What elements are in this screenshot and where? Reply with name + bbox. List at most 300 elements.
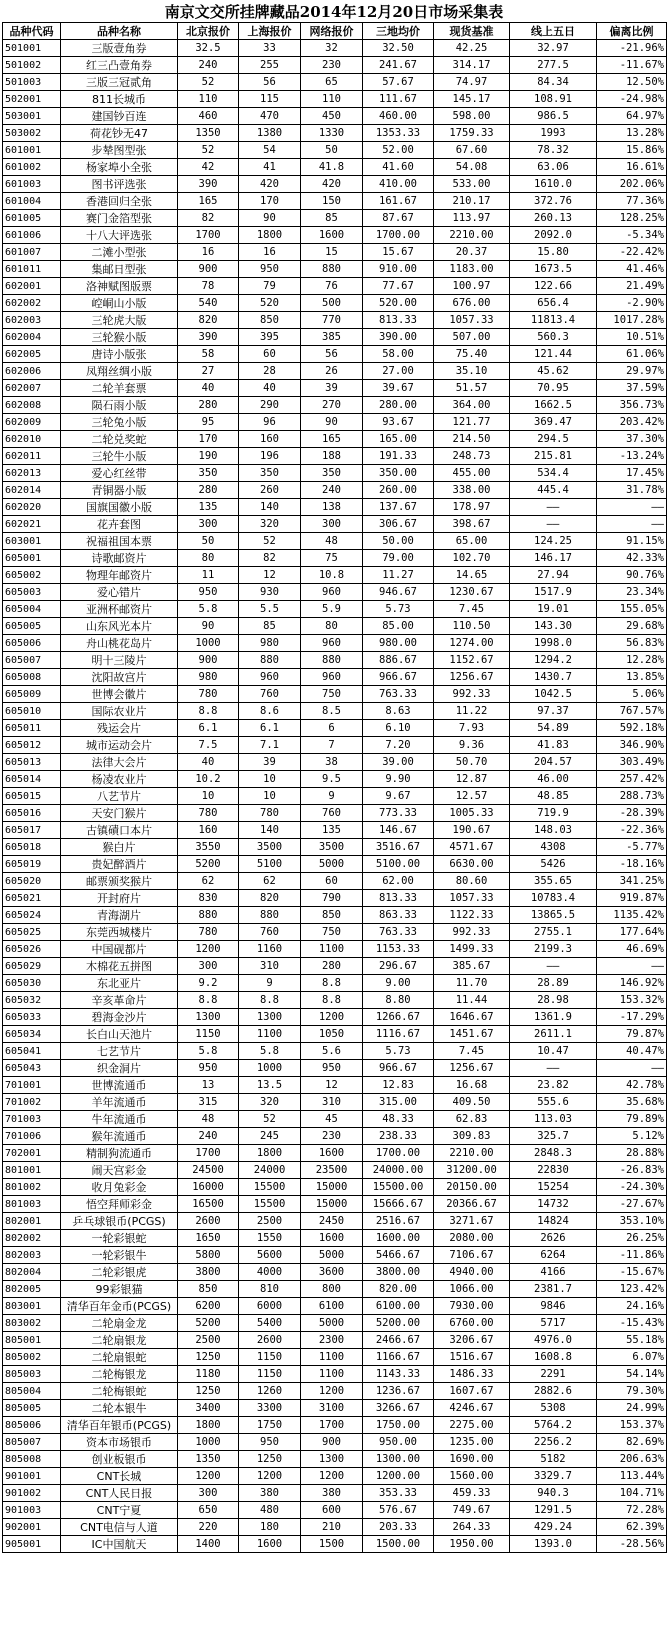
- cell-average-price: 353.33: [363, 1485, 434, 1502]
- cell-name: 99彩银猫: [61, 1281, 178, 1298]
- cell-beijing-price: 5.8: [178, 1043, 239, 1060]
- cell-online-price: 420: [301, 176, 363, 193]
- cell-online-price: 5.9: [301, 601, 363, 618]
- cell-shanghai-price: 56: [239, 74, 301, 91]
- cell-code: 605041: [3, 1043, 61, 1060]
- cell-beijing-price: 170: [178, 431, 239, 448]
- cell-average-price: 460.00: [363, 108, 434, 125]
- cell-code: 602004: [3, 329, 61, 346]
- cell-average-price: 1200.00: [363, 1468, 434, 1485]
- cell-name: 法律大会片: [61, 754, 178, 771]
- cell-code: 605004: [3, 601, 61, 618]
- cell-shanghai-price: 5.5: [239, 601, 301, 618]
- cell-code: 601005: [3, 210, 61, 227]
- cell-spot-benchmark: 1066.00: [434, 1281, 510, 1298]
- cell-online-five-day: 124.25: [510, 533, 597, 550]
- cell-name: 二轮扇金龙: [61, 1315, 178, 1332]
- cell-deviation: -15.67%: [597, 1264, 667, 1281]
- table-row: [3, 618, 667, 635]
- table-row: [3, 1077, 667, 1094]
- cell-spot-benchmark: 7106.67: [434, 1247, 510, 1264]
- cell-code: 601011: [3, 261, 61, 278]
- table-row: [3, 1043, 667, 1060]
- cell-beijing-price: 3800: [178, 1264, 239, 1281]
- cell-average-price: 410.00: [363, 176, 434, 193]
- cell-name: 国旗国徽小版: [61, 499, 178, 516]
- cell-name: 闹天宫彩金: [61, 1162, 178, 1179]
- table-row: [3, 686, 667, 703]
- cell-code: 601003: [3, 176, 61, 193]
- cell-online-five-day: 41.83: [510, 737, 597, 754]
- cell-shanghai-price: 160: [239, 431, 301, 448]
- cell-beijing-price: 3400: [178, 1400, 239, 1417]
- cell-online-price: 8.5: [301, 703, 363, 720]
- cell-online-five-day: 4308: [510, 839, 597, 856]
- cell-beijing-price: 10: [178, 788, 239, 805]
- cell-shanghai-price: 4000: [239, 1264, 301, 1281]
- cell-shanghai-price: 420: [239, 176, 301, 193]
- cell-spot-benchmark: 1486.33: [434, 1366, 510, 1383]
- table-row: [3, 363, 667, 380]
- cell-online-price: 188: [301, 448, 363, 465]
- cell-spot-benchmark: 1451.67: [434, 1026, 510, 1043]
- cell-name: 猴年流通币: [61, 1128, 178, 1145]
- cell-code: 702001: [3, 1145, 61, 1162]
- header-average-price: 三地均价: [363, 23, 434, 40]
- cell-code: 605032: [3, 992, 61, 1009]
- cell-online-price: 110: [301, 91, 363, 108]
- table-row: [3, 652, 667, 669]
- cell-spot-benchmark: 31200.00: [434, 1162, 510, 1179]
- cell-average-price: 27.00: [363, 363, 434, 380]
- cell-code: 701006: [3, 1128, 61, 1145]
- cell-average-price: 1750.00: [363, 1417, 434, 1434]
- cell-online-price: 3500: [301, 839, 363, 856]
- cell-spot-benchmark: 6630.00: [434, 856, 510, 873]
- cell-spot-benchmark: 455.00: [434, 465, 510, 482]
- cell-average-price: 15.67: [363, 244, 434, 261]
- cell-spot-benchmark: 190.67: [434, 822, 510, 839]
- cell-online-price: 56: [301, 346, 363, 363]
- cell-deviation: 91.15%: [597, 533, 667, 550]
- cell-name: 青铜器小版: [61, 482, 178, 499]
- cell-online-price: 500: [301, 295, 363, 312]
- table-row: [3, 1247, 667, 1264]
- table-body: [3, 40, 667, 1553]
- table-row: [3, 1366, 667, 1383]
- table-row: [3, 533, 667, 550]
- cell-name: 祝福祖国本票: [61, 533, 178, 550]
- cell-beijing-price: 950: [178, 1060, 239, 1077]
- cell-shanghai-price: 10: [239, 788, 301, 805]
- table-row: [3, 40, 667, 57]
- cell-spot-benchmark: 20150.00: [434, 1179, 510, 1196]
- cell-spot-benchmark: 248.73: [434, 448, 510, 465]
- cell-name: 收月兔彩金: [61, 1179, 178, 1196]
- cell-name: 三轮猴小版: [61, 329, 178, 346]
- cell-average-price: 9.00: [363, 975, 434, 992]
- cell-online-five-day: 27.94: [510, 567, 597, 584]
- cell-spot-benchmark: 1607.67: [434, 1383, 510, 1400]
- cell-deviation: -28.39%: [597, 805, 667, 822]
- cell-online-five-day: ——: [510, 516, 597, 533]
- cell-shanghai-price: 33: [239, 40, 301, 57]
- cell-spot-benchmark: 992.33: [434, 924, 510, 941]
- cell-spot-benchmark: 1274.00: [434, 635, 510, 652]
- cell-online-price: 1600: [301, 227, 363, 244]
- table-row: [3, 176, 667, 193]
- cell-online-five-day: 986.5: [510, 108, 597, 125]
- table-row: [3, 1145, 667, 1162]
- cell-spot-benchmark: 3206.67: [434, 1332, 510, 1349]
- cell-spot-benchmark: 1256.67: [434, 1060, 510, 1077]
- cell-deviation: 24.16%: [597, 1298, 667, 1315]
- cell-beijing-price: 1180: [178, 1366, 239, 1383]
- cell-shanghai-price: 54: [239, 142, 301, 159]
- cell-beijing-price: 1000: [178, 1434, 239, 1451]
- cell-shanghai-price: 1150: [239, 1366, 301, 1383]
- cell-average-price: 576.67: [363, 1502, 434, 1519]
- cell-deviation: 26.25%: [597, 1230, 667, 1247]
- cell-name: 步辇图型张: [61, 142, 178, 159]
- cell-online-five-day: 23.82: [510, 1077, 597, 1094]
- cell-code: 605025: [3, 924, 61, 941]
- cell-average-price: 1116.67: [363, 1026, 434, 1043]
- cell-name: 二轮扇银蛇: [61, 1349, 178, 1366]
- cell-online-five-day: 656.4: [510, 295, 597, 312]
- cell-deviation: -13.24%: [597, 448, 667, 465]
- table-row: [3, 1179, 667, 1196]
- cell-online-price: 15: [301, 244, 363, 261]
- cell-online-five-day: 429.24: [510, 1519, 597, 1536]
- cell-online-price: 32: [301, 40, 363, 57]
- cell-name: 三版壹角券: [61, 40, 178, 57]
- cell-beijing-price: 300: [178, 516, 239, 533]
- cell-beijing-price: 280: [178, 397, 239, 414]
- table-row: [3, 601, 667, 618]
- cell-spot-benchmark: 309.83: [434, 1128, 510, 1145]
- cell-online-price: 15000: [301, 1196, 363, 1213]
- cell-online-price: 138: [301, 499, 363, 516]
- cell-beijing-price: 9.2: [178, 975, 239, 992]
- cell-code: 605030: [3, 975, 61, 992]
- table-row: [3, 1162, 667, 1179]
- cell-deviation: 1017.28%: [597, 312, 667, 329]
- cell-beijing-price: 1350: [178, 125, 239, 142]
- cell-deviation: ——: [597, 1060, 667, 1077]
- cell-shanghai-price: 1380: [239, 125, 301, 142]
- cell-spot-benchmark: 20366.67: [434, 1196, 510, 1213]
- cell-code: 802001: [3, 1213, 61, 1230]
- cell-online-price: 85: [301, 210, 363, 227]
- cell-spot-benchmark: 1516.67: [434, 1349, 510, 1366]
- table-row: [3, 516, 667, 533]
- cell-online-five-day: 10.47: [510, 1043, 597, 1060]
- cell-beijing-price: 10.2: [178, 771, 239, 788]
- cell-shanghai-price: 880: [239, 652, 301, 669]
- cell-beijing-price: 2600: [178, 1213, 239, 1230]
- cell-online-five-day: 46.00: [510, 771, 597, 788]
- cell-deviation: 592.18%: [597, 720, 667, 737]
- cell-deviation: -11.67%: [597, 57, 667, 74]
- cell-shanghai-price: 950: [239, 261, 301, 278]
- cell-spot-benchmark: 14.65: [434, 567, 510, 584]
- cell-deviation: 288.73%: [597, 788, 667, 805]
- cell-spot-benchmark: 51.57: [434, 380, 510, 397]
- cell-name: CNT长城: [61, 1468, 178, 1485]
- cell-code: 605014: [3, 771, 61, 788]
- cell-spot-benchmark: 2275.00: [434, 1417, 510, 1434]
- cell-deviation: 128.25%: [597, 210, 667, 227]
- cell-spot-benchmark: 20.37: [434, 244, 510, 261]
- cell-code: 605033: [3, 1009, 61, 1026]
- cell-beijing-price: 52: [178, 142, 239, 159]
- cell-beijing-price: 110: [178, 91, 239, 108]
- cell-spot-benchmark: 2210.00: [434, 227, 510, 244]
- table-row: [3, 346, 667, 363]
- cell-deviation: 104.71%: [597, 1485, 667, 1502]
- cell-online-five-day: 48.85: [510, 788, 597, 805]
- cell-shanghai-price: 395: [239, 329, 301, 346]
- cell-online-price: 880: [301, 261, 363, 278]
- cell-spot-benchmark: 1560.00: [434, 1468, 510, 1485]
- cell-shanghai-price: 82: [239, 550, 301, 567]
- cell-deviation: 82.69%: [597, 1434, 667, 1451]
- cell-online-five-day: 1393.0: [510, 1536, 597, 1553]
- cell-name: 山东风光本片: [61, 618, 178, 635]
- cell-spot-benchmark: 80.60: [434, 873, 510, 890]
- cell-average-price: 12.83: [363, 1077, 434, 1094]
- cell-online-five-day: 2848.3: [510, 1145, 597, 1162]
- cell-beijing-price: 1250: [178, 1383, 239, 1400]
- cell-online-price: 12: [301, 1077, 363, 1094]
- cell-name: 中国砚都片: [61, 941, 178, 958]
- cell-shanghai-price: 52: [239, 1111, 301, 1128]
- cell-beijing-price: 1150: [178, 1026, 239, 1043]
- cell-online-price: 900: [301, 1434, 363, 1451]
- cell-spot-benchmark: 314.17: [434, 57, 510, 74]
- cell-online-five-day: 372.76: [510, 193, 597, 210]
- cell-deviation: 31.78%: [597, 482, 667, 499]
- cell-online-price: 65: [301, 74, 363, 91]
- cell-shanghai-price: 41: [239, 159, 301, 176]
- cell-online-price: 1200: [301, 1468, 363, 1485]
- cell-online-price: 300: [301, 516, 363, 533]
- cell-online-five-day: ——: [510, 499, 597, 516]
- cell-online-five-day: 1993: [510, 125, 597, 142]
- cell-name: 长白山天池片: [61, 1026, 178, 1043]
- cell-deviation: 62.39%: [597, 1519, 667, 1536]
- table-row: [3, 414, 667, 431]
- cell-deviation: 16.61%: [597, 159, 667, 176]
- cell-beijing-price: 460: [178, 108, 239, 125]
- cell-code: 605019: [3, 856, 61, 873]
- cell-average-price: 773.33: [363, 805, 434, 822]
- cell-beijing-price: 1400: [178, 1536, 239, 1553]
- cell-spot-benchmark: 113.97: [434, 210, 510, 227]
- cell-name: 东北亚片: [61, 975, 178, 992]
- cell-name: 集邮日型张: [61, 261, 178, 278]
- cell-code: 801002: [3, 1179, 61, 1196]
- table-row: [3, 584, 667, 601]
- header-online-price: 网络报价: [301, 23, 363, 40]
- cell-average-price: 57.67: [363, 74, 434, 91]
- cell-online-five-day: 5426: [510, 856, 597, 873]
- cell-average-price: 820.00: [363, 1281, 434, 1298]
- cell-average-price: 39.00: [363, 754, 434, 771]
- cell-deviation: 353.10%: [597, 1213, 667, 1230]
- cell-beijing-price: 78: [178, 278, 239, 295]
- cell-shanghai-price: 1250: [239, 1451, 301, 1468]
- header-beijing-price: 北京报价: [178, 23, 239, 40]
- cell-code: 602009: [3, 414, 61, 431]
- cell-deviation: 10.51%: [597, 329, 667, 346]
- cell-code: 805002: [3, 1349, 61, 1366]
- cell-code: 605006: [3, 635, 61, 652]
- cell-code: 603001: [3, 533, 61, 550]
- table-row: [3, 142, 667, 159]
- cell-deviation: 341.25%: [597, 873, 667, 890]
- cell-spot-benchmark: 1646.67: [434, 1009, 510, 1026]
- cell-online-five-day: 146.17: [510, 550, 597, 567]
- cell-online-price: 950: [301, 1060, 363, 1077]
- cell-spot-benchmark: 1057.33: [434, 890, 510, 907]
- table-row: [3, 91, 667, 108]
- cell-shanghai-price: 470: [239, 108, 301, 125]
- table-row: [3, 754, 667, 771]
- cell-online-five-day: 5764.2: [510, 1417, 597, 1434]
- cell-name: 猴白片: [61, 839, 178, 856]
- cell-name: 花卉套图: [61, 516, 178, 533]
- table-row: [3, 57, 667, 74]
- cell-average-price: 1153.33: [363, 941, 434, 958]
- cell-shanghai-price: 140: [239, 822, 301, 839]
- cell-spot-benchmark: 1950.00: [434, 1536, 510, 1553]
- cell-spot-benchmark: 676.00: [434, 295, 510, 312]
- cell-shanghai-price: 9: [239, 975, 301, 992]
- table-row: [3, 567, 667, 584]
- cell-shanghai-price: 28: [239, 363, 301, 380]
- cell-online-price: 150: [301, 193, 363, 210]
- cell-deviation: -11.86%: [597, 1247, 667, 1264]
- cell-online-five-day: 2092.0: [510, 227, 597, 244]
- cell-code: 601007: [3, 244, 61, 261]
- cell-name: 二轮本银牛: [61, 1400, 178, 1417]
- table-row: [3, 720, 667, 737]
- cell-shanghai-price: 10: [239, 771, 301, 788]
- cell-name: 建国钞百连: [61, 108, 178, 125]
- cell-beijing-price: 95: [178, 414, 239, 431]
- cell-spot-benchmark: 1005.33: [434, 805, 510, 822]
- cell-online-five-day: 19.01: [510, 601, 597, 618]
- cell-online-five-day: 6264: [510, 1247, 597, 1264]
- header-code: 品种代码: [3, 23, 61, 40]
- cell-shanghai-price: 780: [239, 805, 301, 822]
- cell-online-price: 600: [301, 1502, 363, 1519]
- cell-name: 国际农业片: [61, 703, 178, 720]
- cell-code: 805005: [3, 1400, 61, 1417]
- cell-online-price: 15000: [301, 1179, 363, 1196]
- cell-code: 605005: [3, 618, 61, 635]
- table-row: [3, 1230, 667, 1247]
- table-row: [3, 1400, 667, 1417]
- cell-deviation: 202.06%: [597, 176, 667, 193]
- cell-shanghai-price: 1160: [239, 941, 301, 958]
- cell-spot-benchmark: 1183.00: [434, 261, 510, 278]
- cell-beijing-price: 165: [178, 193, 239, 210]
- cell-shanghai-price: 260: [239, 482, 301, 499]
- cell-spot-benchmark: 4246.67: [434, 1400, 510, 1417]
- cell-average-price: 3516.67: [363, 839, 434, 856]
- cell-code: 701003: [3, 1111, 61, 1128]
- table-row: [3, 1281, 667, 1298]
- table-row: [3, 448, 667, 465]
- cell-code: 805007: [3, 1434, 61, 1451]
- table-row: [3, 669, 667, 686]
- cell-code: 501001: [3, 40, 61, 57]
- cell-shanghai-price: 310: [239, 958, 301, 975]
- cell-online-price: 90: [301, 414, 363, 431]
- cell-online-five-day: 1517.9: [510, 584, 597, 601]
- cell-average-price: 203.33: [363, 1519, 434, 1536]
- cell-code: 601004: [3, 193, 61, 210]
- cell-code: 605002: [3, 567, 61, 584]
- cell-online-five-day: 113.03: [510, 1111, 597, 1128]
- header-shanghai-price: 上海报价: [239, 23, 301, 40]
- cell-code: 605018: [3, 839, 61, 856]
- cell-spot-benchmark: 145.17: [434, 91, 510, 108]
- cell-deviation: 153.32%: [597, 992, 667, 1009]
- cell-online-five-day: ——: [510, 958, 597, 975]
- cell-name: CNT宁夏: [61, 1502, 178, 1519]
- cell-spot-benchmark: 3271.67: [434, 1213, 510, 1230]
- cell-shanghai-price: 5100: [239, 856, 301, 873]
- cell-code: 701002: [3, 1094, 61, 1111]
- table-row: [3, 1196, 667, 1213]
- cell-average-price: 6.10: [363, 720, 434, 737]
- cell-online-five-day: 215.81: [510, 448, 597, 465]
- cell-average-price: 813.33: [363, 312, 434, 329]
- cell-online-price: 2300: [301, 1332, 363, 1349]
- cell-shanghai-price: 40: [239, 380, 301, 397]
- cell-spot-benchmark: 11.70: [434, 975, 510, 992]
- cell-average-price: 77.67: [363, 278, 434, 295]
- cell-beijing-price: 160: [178, 822, 239, 839]
- cell-beijing-price: 830: [178, 890, 239, 907]
- cell-average-price: 296.67: [363, 958, 434, 975]
- table-row: [3, 1094, 667, 1111]
- table-row: [3, 74, 667, 91]
- cell-code: 605001: [3, 550, 61, 567]
- cell-name: 八艺节片: [61, 788, 178, 805]
- table-row: [3, 1213, 667, 1230]
- cell-deviation: 24.99%: [597, 1400, 667, 1417]
- cell-deviation: 79.89%: [597, 1111, 667, 1128]
- cell-shanghai-price: 1150: [239, 1349, 301, 1366]
- cell-deviation: 177.64%: [597, 924, 667, 941]
- cell-shanghai-price: 8.6: [239, 703, 301, 720]
- cell-beijing-price: 42: [178, 159, 239, 176]
- cell-shanghai-price: 820: [239, 890, 301, 907]
- cell-name: 杨家埠小全张: [61, 159, 178, 176]
- cell-deviation: -28.56%: [597, 1536, 667, 1553]
- cell-online-five-day: 84.34: [510, 74, 597, 91]
- cell-online-price: 2450: [301, 1213, 363, 1230]
- cell-deviation: 64.97%: [597, 108, 667, 125]
- cell-deviation: 42.78%: [597, 1077, 667, 1094]
- cell-code: 605011: [3, 720, 61, 737]
- cell-beijing-price: 1350: [178, 1451, 239, 1468]
